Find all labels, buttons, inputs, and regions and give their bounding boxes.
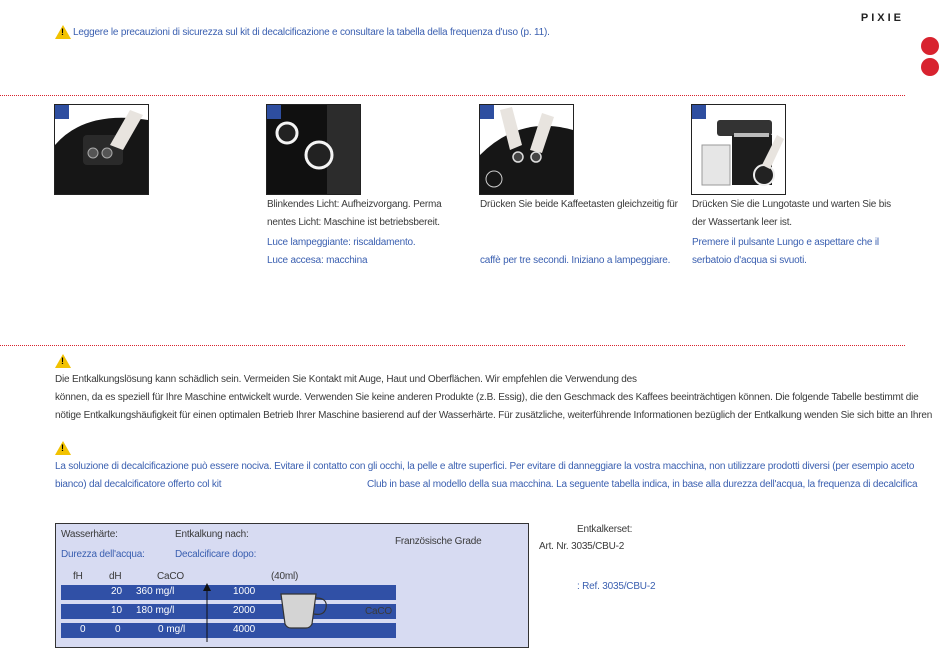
step-marker [480, 105, 494, 119]
caco-label: CaCO [365, 606, 392, 617]
step-4-de-line-1: Drücken Sie die Lungotaste und warten Sie bis [692, 199, 891, 210]
coffee-cup-icon [278, 590, 330, 632]
warning-it-line-2: bianco) dal decalcificatore offerto col kit [55, 479, 222, 490]
red-dot-marker [921, 58, 939, 76]
step-2-it-line-1: Luce lampeggiante: riscaldamento. [267, 237, 416, 248]
row-caco: 180 mg/l [136, 605, 175, 616]
warning-de-line-2: können, da es speziell für Ihre Maschine entwickelt wurde. Verwenden Sie keine anderen Produkte (z.B. Essig), die den Geschmack des Kaffees beeinträchtigen können. Die folgende Tabelle bestimmt die [55, 392, 919, 403]
warning-it-line-3: Club in base al modello della sua macchina. La seguente tabella indica, in base alla durezza dell'acqua, la frequenza di decalcifica [367, 479, 918, 490]
row-dh: 10 [111, 605, 123, 616]
col-dh-header: dH [109, 571, 122, 582]
kit-ref-it: : Ref. 3035/CBU-2 [577, 581, 656, 592]
step-marker [267, 105, 281, 119]
warning-de-line-3: nötige Entkalkungshäufigkeit für einen optimalen Betrieb Ihrer Maschine basierend auf der Wasserhärte. Für zusätzliche, weiterführende Informationen bezüglich der Entkalkung wenden Sie sich bitte an Ihren [55, 410, 933, 421]
row-caco: 360 mg/l [136, 586, 175, 597]
water-hardness-table [55, 523, 529, 648]
col-caco-header: CaCO [157, 571, 184, 582]
warning-de-line-1: Die Entkalkungslösung kann schädlich sein. Vermeiden Sie Kontakt mit Auge, Haut und Oberflächen. Wir empfehlen die Verwendung des [55, 374, 637, 385]
warning-icon: ! [55, 354, 71, 368]
separator-line [0, 95, 905, 96]
step-2-de-line-1: Blinkendes Licht: Aufheizvorgang. Perma [267, 199, 442, 210]
step-3-it-line-1: caffè per tre secondi. Iniziano a lampeggiare. [480, 255, 671, 266]
french-degrees-label: Französische Grade [395, 536, 482, 547]
table-row [61, 623, 396, 638]
kit-title-de: Entkalkerset: [577, 524, 633, 535]
table-row [61, 604, 396, 619]
step-2-de-line-2: nentes Licht: Maschine ist betriebsbereit. [267, 217, 440, 228]
step-4-de-line-2: der Wassertank leer ist. [692, 217, 792, 228]
water-hardness-de-label: Wasserhärte: [61, 529, 118, 540]
col-fh-header: fH [73, 571, 83, 582]
descale-after-it-label: Decalcificare dopo: [175, 549, 257, 560]
warning-icon: ! [55, 25, 71, 39]
warning-icon: ! [55, 441, 71, 455]
red-dot-marker [921, 37, 939, 55]
step-2-it-line-2: Luce accesa: macchina [267, 255, 368, 266]
descale-after-de-label: Entkalkung nach: [175, 529, 249, 540]
row-dh: 20 [111, 586, 123, 597]
warning-it-line-1: La soluzione di decalcificazione può essere nociva. Evitare il contatto con gli occhi, la pelle e altre superfici. Per evitare di danneggiare la vostra macchina, non utilizzare prodotti diversi (per esempio aceto [55, 461, 915, 472]
step-4-it-line-2: serbatoio d'acqua si svuoti. [692, 255, 807, 266]
step-marker [692, 105, 706, 119]
row-dh: 0 [115, 624, 121, 635]
step-photo-3 [479, 104, 574, 195]
separator-line [0, 345, 905, 346]
brand-logo: PIXIE [860, 12, 904, 24]
row-caco: 0 mg/l [158, 624, 186, 635]
step-photo-4 [691, 104, 786, 195]
arrow-up-icon [202, 582, 212, 642]
row-cups: 1000 [233, 586, 256, 597]
step-photo-2 [266, 104, 361, 195]
step-3-de-line-1: Drücken Sie beide Kaffeetasten gleichzeitig für [480, 199, 678, 210]
table-row [61, 585, 396, 600]
row-cups: 2000 [233, 605, 256, 616]
step-photo-1 [54, 104, 149, 195]
kit-ref-de: Art. Nr. 3035/CBU-2 [539, 541, 625, 552]
step-4-it-line-1: Premere il pulsante Lungo e aspettare che il [692, 237, 879, 248]
row-cups: 4000 [233, 624, 256, 635]
water-hardness-it-label: Durezza dell'acqua: [61, 549, 145, 560]
row-fh: 0 [80, 624, 86, 635]
top-notice: Leggere le precauzioni di sicurezza sul kit di decalcificazione e consultare la tabella della frequenza d'uso (p. 11). [73, 27, 550, 38]
col-ml-header: (40ml) [271, 571, 299, 582]
step-marker [55, 105, 69, 119]
